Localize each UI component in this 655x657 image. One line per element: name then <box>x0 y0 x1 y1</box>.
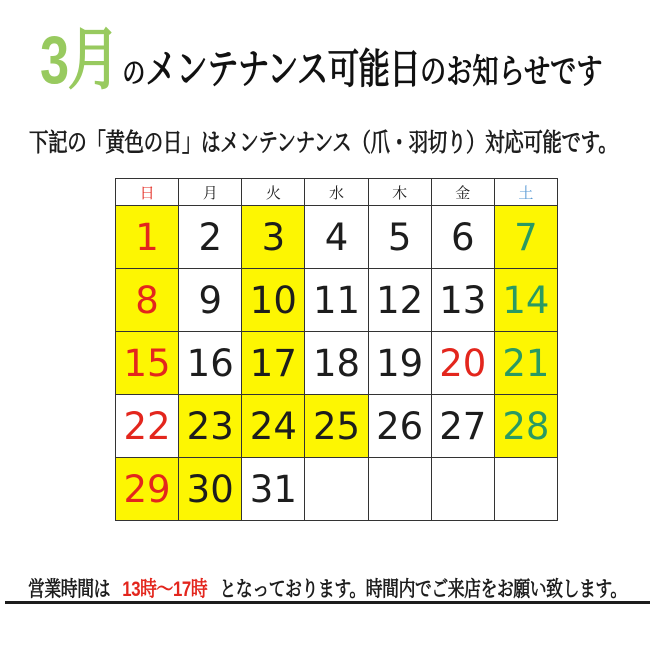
calendar-empty-cell <box>431 458 494 521</box>
calendar-week-row <box>116 395 558 458</box>
calendar-day-29: 29 <box>116 458 179 521</box>
calendar-day-30: 30 <box>179 458 242 521</box>
calendar-day-10: 10 <box>242 269 305 332</box>
calendar-day-27: 27 <box>431 395 494 458</box>
weekday-header-cell: 土 <box>494 179 557 206</box>
weekday-header-cell: 月 <box>179 179 242 206</box>
calendar-day-25: 25 <box>305 395 368 458</box>
hours-prefix: 営業時間は <box>28 578 110 601</box>
calendar-day-18: 18 <box>305 332 368 395</box>
calendar-day-26: 26 <box>368 395 431 458</box>
calendar-day-23: 23 <box>179 395 242 458</box>
business-hours: 13時～17時 <box>122 578 208 601</box>
calendar-day-2: 2 <box>179 206 242 269</box>
title-tail-text: のお知らせです <box>420 53 603 91</box>
calendar-day-6: 6 <box>431 206 494 269</box>
calendar-day-22: 22 <box>116 395 179 458</box>
calendar-day-16: 16 <box>179 332 242 395</box>
weekday-header-row <box>116 179 558 206</box>
calendar-day-5: 5 <box>368 206 431 269</box>
subtitle-note: 下記の「黄色の日」はメンテンナンス（爪・羽切り）対応可能です。 <box>29 129 618 157</box>
calendar-week-row <box>116 206 558 269</box>
weekday-header-cell: 金 <box>431 179 494 206</box>
page-title <box>40 22 603 98</box>
hours-suffix: となっております。時間内でご来店をお願い致します。 <box>219 578 627 601</box>
calendar-empty-cell <box>494 458 557 521</box>
calendar-day-4: 4 <box>305 206 368 269</box>
calendar-day-11: 11 <box>305 269 368 332</box>
calendar-week-row <box>116 458 558 521</box>
calendar-day-24: 24 <box>242 395 305 458</box>
calendar-day-17: 17 <box>242 332 305 395</box>
calendar-day-21: 21 <box>494 332 557 395</box>
calendar-day-14: 14 <box>494 269 557 332</box>
bottom-divider <box>5 601 650 604</box>
calendar-day-15: 15 <box>116 332 179 395</box>
calendar-header <box>116 179 558 206</box>
calendar-empty-cell <box>368 458 431 521</box>
calendar-day-7: 7 <box>494 206 557 269</box>
calendar-day-1: 1 <box>116 206 179 269</box>
weekday-header-cell: 水 <box>305 179 368 206</box>
calendar-week-row <box>116 332 558 395</box>
weekday-header-cell: 木 <box>368 179 431 206</box>
weekday-header-cell: 火 <box>242 179 305 206</box>
title-particle: の <box>122 57 146 90</box>
calendar-body <box>116 206 558 521</box>
calendar-empty-cell <box>305 458 368 521</box>
title-month: 3月 <box>40 22 119 98</box>
calendar-day-19: 19 <box>368 332 431 395</box>
calendar-day-28: 28 <box>494 395 557 458</box>
calendar-day-12: 12 <box>368 269 431 332</box>
calendar-week-row <box>116 269 558 332</box>
title-main-text: メンテナンス可能日 <box>145 46 421 92</box>
calendar-day-9: 9 <box>179 269 242 332</box>
calendar-day-3: 3 <box>242 206 305 269</box>
weekday-header-cell: 日 <box>116 179 179 206</box>
calendar-day-13: 13 <box>431 269 494 332</box>
calendar-day-31: 31 <box>242 458 305 521</box>
calendar-day-8: 8 <box>116 269 179 332</box>
business-hours-note <box>28 573 627 603</box>
march-calendar-table <box>115 178 558 521</box>
calendar-day-20: 20 <box>431 332 494 395</box>
